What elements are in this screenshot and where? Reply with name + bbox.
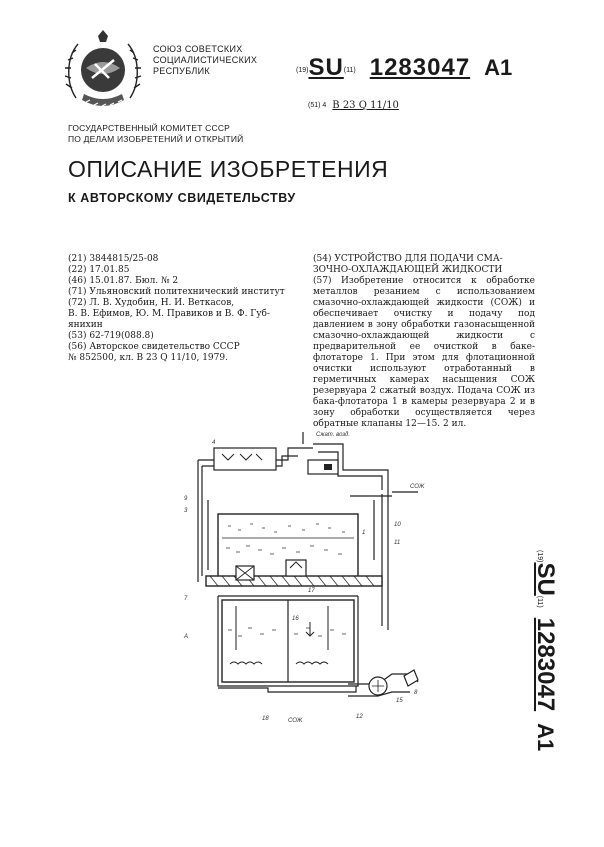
bibliographic-data bbox=[68, 254, 300, 364]
svg-text:18: 18 bbox=[262, 716, 269, 722]
svg-text:10: 10 bbox=[394, 522, 401, 528]
technical-drawing bbox=[178, 430, 440, 730]
biblio-line: (71) Ульяновский политехнический институт bbox=[68, 287, 285, 297]
svg-text:15: 15 bbox=[396, 698, 403, 704]
committee-line: ГОСУДАРСТВЕННЫЙ КОМИТЕТ СССР bbox=[68, 123, 231, 133]
biblio-line: (46) 15.01.87. Бюл. № 2 bbox=[68, 276, 179, 286]
patent-number-line bbox=[296, 54, 512, 82]
ipc-class: В 23 Q 11/10 bbox=[332, 100, 399, 111]
abstract-text: (57) Изобретение относится к обработке металлов резанием с использованием смазочно-охлаждающей жидкости (СОЖ) и обеспечивает очистку и подачу под давлением в зону обработки газонасыщенной смазочно-охлаждающей жидкости с предварительной ее очисткой в баке-флотаторе 1. При этом для флотационной очистки используют отработанный в герметичных камерах насыщения СОЖ резервуара 2 сжатый воздух. Подача СОЖ из бака-флотатора 1 в камеры резервуара 2 и в зону обработки осуществляется через обратные клапаны 12—15. 2 ил. bbox=[313, 276, 535, 429]
ussr-line: РЕСПУБЛИК bbox=[153, 66, 210, 76]
svg-text:17: 17 bbox=[308, 588, 315, 594]
country-code: SU bbox=[308, 54, 344, 81]
svg-text:8: 8 bbox=[414, 690, 418, 696]
svg-text:1: 1 bbox=[362, 530, 366, 536]
document-subtitle: К АВТОРСКОМУ СВИДЕТЕЛЬСТВУ bbox=[68, 191, 296, 205]
side-country-code: SU bbox=[532, 562, 559, 596]
top-valve bbox=[308, 460, 338, 474]
svg-text:А: А bbox=[184, 634, 189, 640]
svg-text:СОЖ: СОЖ bbox=[288, 718, 303, 724]
biblio-line: (56) Авторское свидетельство СССР bbox=[68, 342, 240, 352]
ussr-line: СОЮЗ СОВЕТСКИХ bbox=[153, 44, 243, 54]
committee-caption bbox=[68, 123, 244, 144]
biblio-line: янихин bbox=[68, 320, 103, 330]
committee-line: ПО ДЕЛАМ ИЗОБРЕТЕНИЙ И ОТКРЫТИЙ bbox=[68, 133, 244, 144]
code-19: (19) bbox=[296, 67, 309, 74]
side-patent-stamp bbox=[532, 540, 581, 752]
patent-number: 1283047 bbox=[369, 54, 471, 81]
side-patent-number: 1283047 bbox=[532, 617, 559, 712]
ussr-line: СОЦИАЛИСТИЧЕСКИХ bbox=[153, 55, 258, 65]
biblio-line: (22) 17.01.85 bbox=[68, 265, 130, 275]
svg-text:4: 4 bbox=[212, 440, 216, 446]
svg-text:СОЖ: СОЖ bbox=[410, 484, 425, 490]
side-document-kind: A1 bbox=[533, 723, 558, 752]
side-code-19: (19) bbox=[536, 550, 543, 563]
svg-text:12: 12 bbox=[356, 714, 363, 720]
code-11: (11) bbox=[343, 67, 356, 74]
svg-text:3: 3 bbox=[184, 508, 188, 514]
invention-title: (54) УСТРОЙСТВО ДЛЯ ПОДАЧИ СМА-ЗОЧНО-ОХЛАЖДАЮЩЕЙ ЖИДКОСТИ bbox=[313, 254, 503, 275]
biblio-line: (21) 3844815/25-08 bbox=[68, 254, 159, 264]
svg-text:Сжат. возд.: Сжат. возд. bbox=[316, 432, 351, 438]
svg-text:16: 16 bbox=[292, 616, 299, 622]
svg-text:7: 7 bbox=[184, 596, 188, 602]
biblio-line: № 852500, кл. В 23 Q 11/10, 1979. bbox=[68, 353, 228, 363]
ussr-caption bbox=[153, 44, 257, 77]
svg-text:9: 9 bbox=[184, 496, 188, 502]
side-code-11: (11) bbox=[536, 595, 543, 608]
document-title: ОПИСАНИЕ ИЗОБРЕТЕНИЯ bbox=[68, 156, 389, 182]
ipc-line bbox=[308, 100, 399, 111]
ipc-code: (51) 4 bbox=[308, 102, 327, 109]
biblio-line: (72) Л. В. Худобин, Н. И. Веткасов, bbox=[68, 298, 235, 308]
document-kind: A1 bbox=[484, 55, 513, 80]
biblio-line: (53) 62-719(088.8) bbox=[68, 331, 154, 341]
ussr-emblem-icon bbox=[62, 28, 144, 114]
biblio-line: В. В. Ефимов, Ю. М. Правиков и В. Ф. Губ- bbox=[68, 309, 271, 319]
svg-text:11: 11 bbox=[394, 540, 401, 546]
